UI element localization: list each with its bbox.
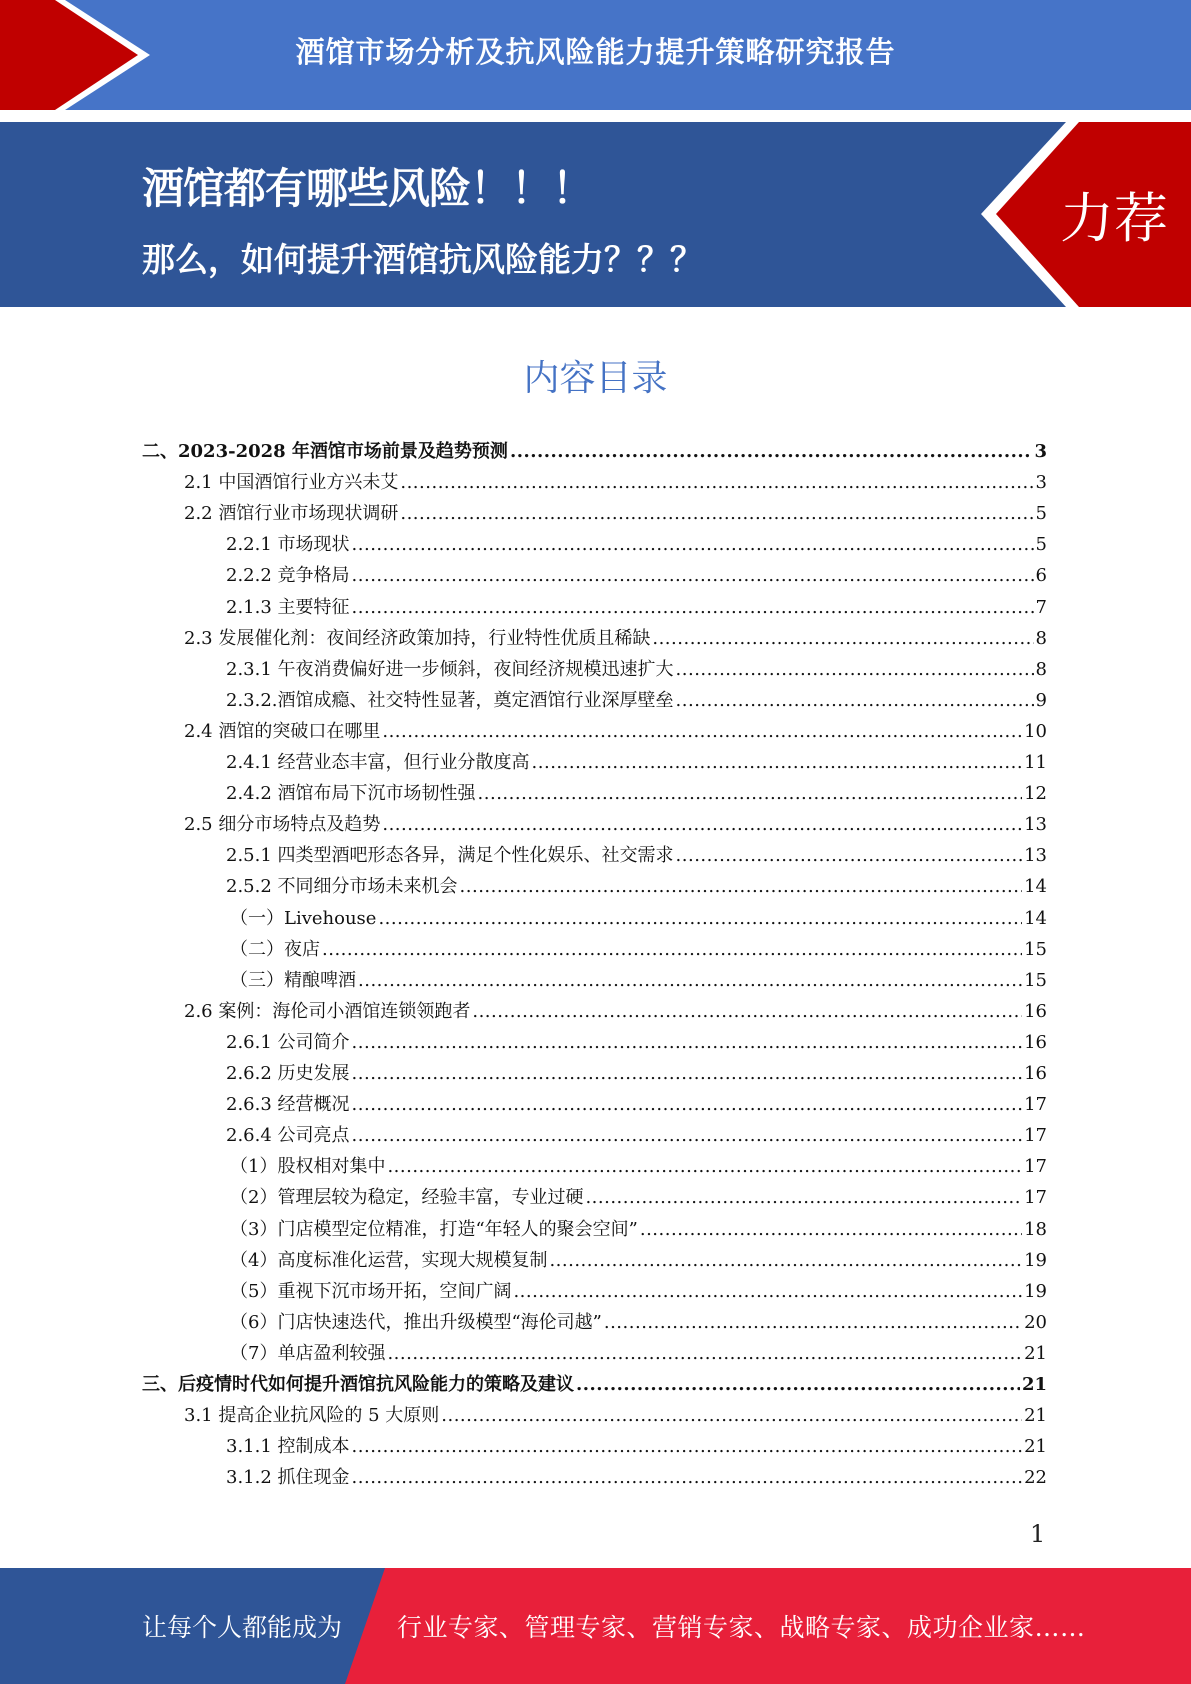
toc-entry-label: （3）门店模型定位精准，打造“年轻人的聚会空间” (230, 1218, 638, 1240)
toc-entry[interactable] (226, 778, 1047, 809)
toc-leader-dots (352, 1027, 1023, 1058)
toc-leader-dots (676, 840, 1023, 871)
toc-entry-page: 10 (1024, 720, 1047, 742)
hero-subheadline: 那么，如何提升酒馆抗风险能力？？？ (142, 240, 703, 279)
toc-entry-page: 19 (1024, 1280, 1047, 1302)
toc-leader-dots (352, 529, 1034, 560)
toc-entry-label: （7）单店盈利较强 (230, 1342, 386, 1364)
toc-entry-page: 13 (1024, 845, 1047, 867)
toc-entry-label: （三）精酿啤酒 (230, 969, 356, 991)
toc-leader-dots (549, 1245, 1022, 1276)
toc-entry-label: 2.4 酒馆的突破口在哪里 (184, 720, 381, 742)
toc-leader-dots (352, 1120, 1023, 1151)
toc-entry[interactable] (184, 498, 1047, 529)
toc-entry[interactable] (230, 903, 1047, 934)
toc-entry-page: 22 (1024, 1467, 1047, 1489)
toc-entry-label: （二）夜店 (230, 938, 320, 960)
toc-entry[interactable] (184, 996, 1047, 1027)
toc-entry[interactable] (226, 1120, 1047, 1151)
toc-entry-page: 16 (1024, 1031, 1047, 1053)
toc-entry-page: 17 (1024, 1125, 1047, 1147)
toc-leader-dots (400, 498, 1033, 529)
toc-leader-dots (352, 1058, 1023, 1089)
toc-entry[interactable] (226, 1058, 1047, 1089)
toc-entry[interactable] (142, 436, 1047, 467)
recommend-badge: 力荐 (1060, 187, 1168, 250)
toc-entry-page: 21 (1024, 1405, 1047, 1427)
footer-slogan: 让每个人都能成为 (142, 1613, 343, 1642)
footer-roles: 行业专家、管理专家、营销专家、战略专家、成功企业家…… (397, 1613, 1086, 1642)
toc-entry[interactable] (226, 1027, 1047, 1058)
toc-entry-label: （一）Livehouse (230, 907, 377, 929)
toc-entry-label: （4）高度标准化运营，实现大规模复制 (230, 1249, 548, 1271)
toc-entry-label: 2.4.1 经营业态丰富，但行业分散度高 (226, 752, 530, 773)
toc-entry-label: 二、2023-2028 年酒馆市场前景及趋势预测 (142, 441, 508, 462)
toc-entry-label: 2.6.2 历史发展 (226, 1063, 350, 1084)
toc-leader-dots (352, 1089, 1023, 1120)
toc-leader-dots (532, 747, 1023, 778)
toc-entry-label: 三、后疫情时代如何提升酒馆抗风险能力的策略及建议 (142, 1374, 574, 1395)
toc-entry[interactable] (230, 1151, 1047, 1182)
toc-entry-page: 17 (1024, 1156, 1047, 1178)
toc-entry[interactable] (226, 654, 1047, 685)
toc-entry-page: 20 (1024, 1311, 1047, 1333)
toc-title: 内容目录 (523, 358, 668, 399)
toc-entry-page: 8 (1035, 627, 1047, 649)
toc-entry-page: 5 (1035, 503, 1047, 525)
toc-leader-dots (441, 1400, 1022, 1431)
toc-entry[interactable] (226, 747, 1047, 778)
toc-leader-dots (322, 934, 1022, 965)
toc-leader-dots (472, 996, 1022, 1027)
toc-leader-dots (352, 1431, 1023, 1462)
footer-banner (0, 1568, 1191, 1684)
toc-entry-page: 18 (1024, 1218, 1047, 1240)
toc-entry-label: （1）股权相对集中 (230, 1156, 386, 1178)
toc-entry-label: 2.5.2 不同细分市场未来机会 (226, 876, 458, 898)
toc-leader-dots (585, 1182, 1022, 1213)
toc-entry[interactable] (230, 1182, 1047, 1213)
toc-leader-dots (676, 685, 1034, 716)
toc-entry[interactable] (184, 623, 1047, 654)
toc-entry-label: 2.6.3 经营概况 (226, 1094, 350, 1116)
toc-entry-label: 3.1.1 控制成本 (226, 1436, 350, 1458)
report-title: 酒馆市场分析及抗风险能力提升策略研究报告 (295, 35, 896, 69)
toc-entry[interactable] (230, 1214, 1047, 1245)
toc-leader-dots (378, 903, 1022, 934)
toc-entry[interactable] (230, 1245, 1047, 1276)
toc-entry-label: 2.3.2.酒馆成瘾、社交特性显著，奠定酒馆行业深厚壁垒 (226, 689, 674, 711)
toc-entry[interactable] (230, 934, 1047, 965)
toc-entry-page: 21 (1021, 1374, 1047, 1395)
toc-entry-page: 16 (1024, 1063, 1047, 1084)
toc-entry-page: 8 (1035, 658, 1047, 680)
toc-entry[interactable] (226, 840, 1047, 871)
toc-entry-page: 3 (1034, 441, 1047, 462)
toc-entry-label: 2.3 发展催化剂：夜间经济政策加持，行业特性优质且稀缺 (184, 627, 651, 649)
toc-leader-dots (352, 1462, 1023, 1493)
toc-entry-page: 14 (1024, 907, 1047, 929)
toc-entry-page: 16 (1024, 1000, 1047, 1022)
toc-leader-dots (513, 1276, 1022, 1307)
toc-entry-label: 2.1 中国酒馆行业方兴未艾 (184, 472, 399, 494)
toc-entry[interactable] (226, 685, 1047, 716)
toc-entry-label: 2.5.1 四类型酒吧形态各异，满足个性化娱乐、社交需求 (226, 845, 674, 867)
toc-entry-label: 2.2.1 市场现状 (226, 534, 350, 556)
toc-entry-page: 5 (1035, 534, 1047, 556)
toc-entry-label: 2.3.1 午夜消费偏好进一步倾斜，夜间经济规模迅速扩大 (226, 658, 674, 680)
toc-leader-dots (352, 592, 1034, 623)
toc-entry-page: 17 (1024, 1094, 1047, 1116)
toc-entry-label: 2.6 案例：海伦司小酒馆连锁领跑者 (184, 1000, 471, 1022)
toc-entry[interactable] (184, 809, 1047, 840)
toc-leader-dots (358, 965, 1022, 996)
toc-entry-label: 3.1.2 抓住现金 (226, 1467, 350, 1489)
toc-entry-page: 7 (1035, 596, 1047, 618)
toc-entry[interactable] (230, 1307, 1047, 1338)
toc-entry-label: 2.5 细分市场特点及趋势 (184, 814, 381, 836)
toc-leader-dots (352, 560, 1034, 591)
toc-entry-label: 2.6.1 公司简介 (226, 1031, 350, 1053)
toc-entry[interactable] (226, 871, 1047, 902)
toc-entry-page: 19 (1024, 1249, 1047, 1271)
toc-leader-dots (460, 871, 1023, 902)
toc-entry-page: 15 (1024, 969, 1047, 991)
toc-leader-dots (387, 1151, 1022, 1182)
toc-entry[interactable] (142, 1369, 1047, 1400)
toc-leader-dots (382, 716, 1022, 747)
toc-entry-page: 11 (1024, 752, 1047, 773)
toc-entry-page: 9 (1035, 689, 1047, 711)
toc-entry-page: 21 (1024, 1342, 1047, 1364)
toc-entry[interactable] (226, 560, 1047, 591)
toc-entry-label: 2.1.3 主要特征 (226, 596, 350, 618)
toc-entry[interactable] (184, 467, 1047, 498)
toc-leader-dots (604, 1307, 1022, 1338)
toc-leader-dots (676, 654, 1034, 685)
toc-entry[interactable] (230, 1276, 1047, 1307)
toc-entry-page: 14 (1024, 876, 1047, 898)
toc-entry[interactable] (230, 965, 1047, 996)
hero-headline: 酒馆都有哪些风险！！！ (142, 164, 594, 213)
toc-leader-dots (400, 467, 1033, 498)
toc-entry[interactable] (226, 529, 1047, 560)
toc-entry[interactable] (184, 716, 1047, 747)
toc-leader-dots (478, 778, 1023, 809)
toc-leader-dots (640, 1214, 1022, 1245)
toc-entry-label: （6）门店快速迭代，推出升级模型“海伦司越” (230, 1311, 602, 1333)
toc-entry[interactable] (184, 1400, 1047, 1431)
toc-entry-page: 21 (1024, 1436, 1047, 1458)
toc-entry[interactable] (226, 1089, 1047, 1120)
toc-leader-dots (510, 436, 1033, 467)
toc-entry-label: 3.1 提高企业抗风险的 5 大原则 (184, 1405, 440, 1427)
toc-entry-label: 2.2.2 竞争格局 (226, 565, 350, 587)
toc-entry-label: 2.2 酒馆行业市场现状调研 (184, 503, 399, 525)
toc-leader-dots (387, 1338, 1022, 1369)
toc-entry-page: 6 (1035, 565, 1047, 587)
toc-leader-dots (652, 623, 1033, 654)
toc-entry-label: 2.4.2 酒馆布局下沉市场韧性强 (226, 783, 476, 805)
page-number: 1 (1030, 1520, 1046, 1548)
toc-entry[interactable] (230, 1338, 1047, 1369)
toc-entry-page: 3 (1035, 472, 1047, 494)
top-banner (0, 0, 1191, 110)
toc-entry-label: （5）重视下沉市场开拓，空间广阔 (230, 1280, 512, 1302)
toc-entry-label: 2.6.4 公司亮点 (226, 1125, 350, 1147)
toc-entry-page: 12 (1024, 783, 1047, 805)
toc-entry-page: 15 (1024, 938, 1047, 960)
hero-banner (0, 122, 1191, 307)
toc-entry-page: 17 (1024, 1187, 1047, 1209)
toc-entry[interactable] (226, 592, 1047, 623)
toc-entry-label: （2）管理层较为稳定，经验丰富，专业过硬 (230, 1187, 584, 1209)
toc-leader-dots (576, 1369, 1020, 1400)
toc-leader-dots (382, 809, 1022, 840)
toc-entry-page: 13 (1024, 814, 1047, 836)
toc-entry[interactable] (226, 1462, 1047, 1493)
toc-entry[interactable] (226, 1431, 1047, 1462)
